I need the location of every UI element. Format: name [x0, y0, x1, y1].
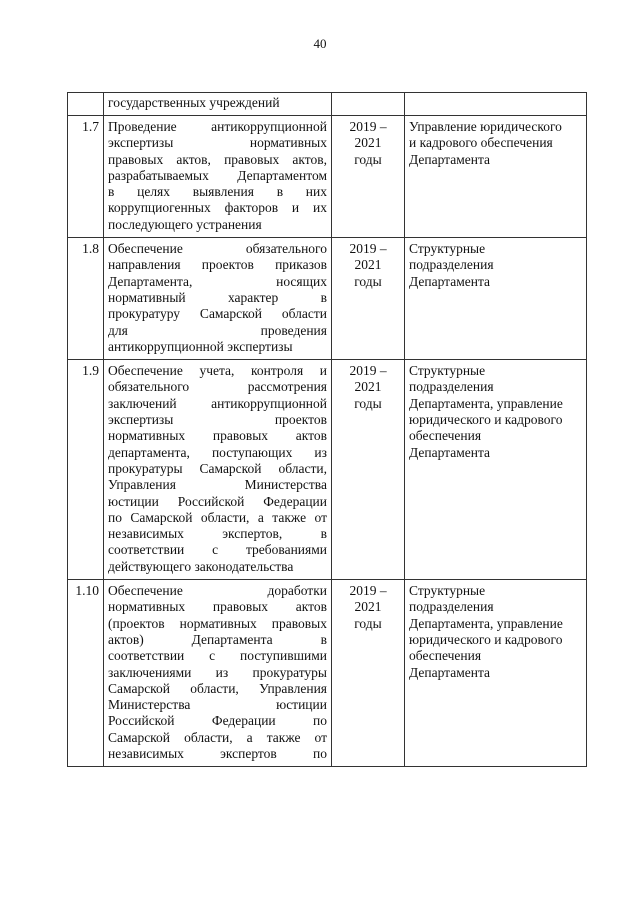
measures-table — [67, 92, 587, 767]
action-line: последующего устранения — [108, 216, 262, 232]
action-line: Департамента, носящих — [108, 273, 327, 289]
action-line: экспертизы проектов — [108, 412, 327, 428]
action-line: (проектов нормативных правовых — [108, 615, 327, 631]
action-line: юстиции Российской Федерации — [108, 493, 327, 509]
responsible-line: юридического и кадрового — [409, 412, 563, 428]
responsible-line: подразделения — [409, 599, 494, 615]
responsible-cell — [405, 93, 587, 116]
action-line: актов) Департамента в — [108, 631, 327, 647]
responsible-line: Департамента — [409, 273, 491, 289]
row-number: 1.10 — [68, 580, 104, 767]
table-row — [68, 580, 587, 767]
action-cell — [104, 93, 332, 116]
responsible-line: Структурные — [409, 241, 486, 257]
action-line: Обеспечение учета, контроля и — [108, 363, 327, 379]
action-line: прокуратуры Самарской области, — [108, 460, 327, 476]
term-line: 2021 — [354, 379, 382, 395]
table-row — [68, 238, 587, 360]
action-line: соответствии с поступившими — [108, 648, 327, 664]
term-line: годы — [354, 151, 382, 167]
term-line: 2019 – — [349, 583, 387, 599]
term-line: 2021 — [354, 135, 382, 151]
action-line: направления проектов приказов — [108, 257, 327, 273]
term-line: годы — [354, 273, 382, 289]
responsible-line: подразделения — [409, 257, 494, 273]
row-number: 1.8 — [68, 238, 104, 360]
action-line: независимых экспертов, в — [108, 526, 327, 542]
responsible-line: Структурные — [409, 583, 486, 599]
row-number: 1.9 — [68, 360, 104, 580]
term-cell — [332, 93, 405, 116]
action-cell — [104, 238, 332, 360]
responsible-cell — [405, 360, 587, 580]
row-number: 1.7 — [68, 116, 104, 238]
responsible-line: Департамента — [409, 444, 491, 460]
action-line: Обеспечение доработки — [108, 583, 327, 599]
action-line: разрабатываемых Департаментом — [108, 167, 327, 183]
action-line: Управления Министерства — [108, 477, 327, 493]
action-line: антикоррупционной экспертизы — [108, 338, 293, 354]
action-line: нормативный характер в — [108, 289, 327, 305]
action-line: прокуратуру Самарской области — [108, 306, 327, 322]
responsible-line: Департамента — [409, 151, 491, 167]
responsible-cell — [405, 238, 587, 360]
action-line: нормативных правовых актов — [108, 428, 327, 444]
action-line: заключений антикоррупционной — [108, 395, 327, 411]
table-row — [68, 360, 587, 580]
action-line: независимых экспертов по — [108, 745, 327, 761]
action-line: Министерства юстиции — [108, 697, 327, 713]
responsible-line: юридического и кадрового — [409, 631, 563, 647]
table-row — [68, 116, 587, 238]
action-cell — [104, 360, 332, 580]
action-line: соответствии с требованиями — [108, 542, 327, 558]
responsible-line: Департамента — [409, 664, 491, 680]
action-line: Российской Федерации по — [108, 713, 327, 729]
responsible-line: Департамента, управление — [409, 395, 563, 411]
responsible-line: обеспечения — [409, 648, 482, 664]
action-line: обязательного рассмотрения — [108, 379, 327, 395]
action-line: Обеспечение обязательного — [108, 241, 327, 257]
term-line: 2021 — [354, 257, 382, 273]
term-cell — [332, 238, 405, 360]
responsible-line: обеспечения — [409, 428, 482, 444]
responsible-line: Департамента, управление — [409, 615, 563, 631]
action-line: нормативных правовых актов — [108, 599, 327, 615]
num-cell — [68, 93, 104, 116]
action-cell — [104, 116, 332, 238]
term-line: годы — [354, 395, 382, 411]
term-cell — [332, 116, 405, 238]
action-line: коррупциогенных факторов и их — [108, 200, 327, 216]
responsible-cell — [405, 116, 587, 238]
action-line: департамента, поступающих из — [108, 444, 327, 460]
action-line: действующего законодательства — [108, 558, 294, 574]
action-line: Самарской области, а также от — [108, 729, 327, 745]
term-cell — [332, 580, 405, 767]
action-line: правовых актов, правовых актов, — [108, 151, 327, 167]
action-cell — [104, 580, 332, 767]
term-line: 2019 – — [349, 119, 387, 134]
responsible-line: и кадрового обеспечения — [409, 135, 553, 151]
action-line: для проведения — [108, 322, 327, 338]
action-line: экспертизы нормативных — [108, 135, 327, 151]
term-line: годы — [354, 615, 382, 631]
term-line: 2021 — [354, 599, 382, 615]
page-number: 40 — [313, 36, 327, 51]
table-row — [68, 93, 587, 116]
responsible-line: Управление юридического — [409, 119, 562, 134]
term-line: 2019 – — [349, 241, 387, 257]
action-line: в целях выявления в них — [108, 184, 327, 200]
action-text: государственных учреждений — [108, 95, 280, 110]
action-line: по Самарской области, а также от — [108, 509, 327, 525]
responsible-line: Структурные — [409, 363, 486, 379]
responsible-line: подразделения — [409, 379, 494, 395]
term-line: 2019 – — [349, 363, 387, 379]
action-line: заключениями из прокуратуры — [108, 664, 327, 680]
responsible-cell — [405, 580, 587, 767]
action-line: Самарской области, Управления — [108, 680, 327, 696]
action-line: Проведение антикоррупционной — [108, 119, 327, 134]
term-cell — [332, 360, 405, 580]
